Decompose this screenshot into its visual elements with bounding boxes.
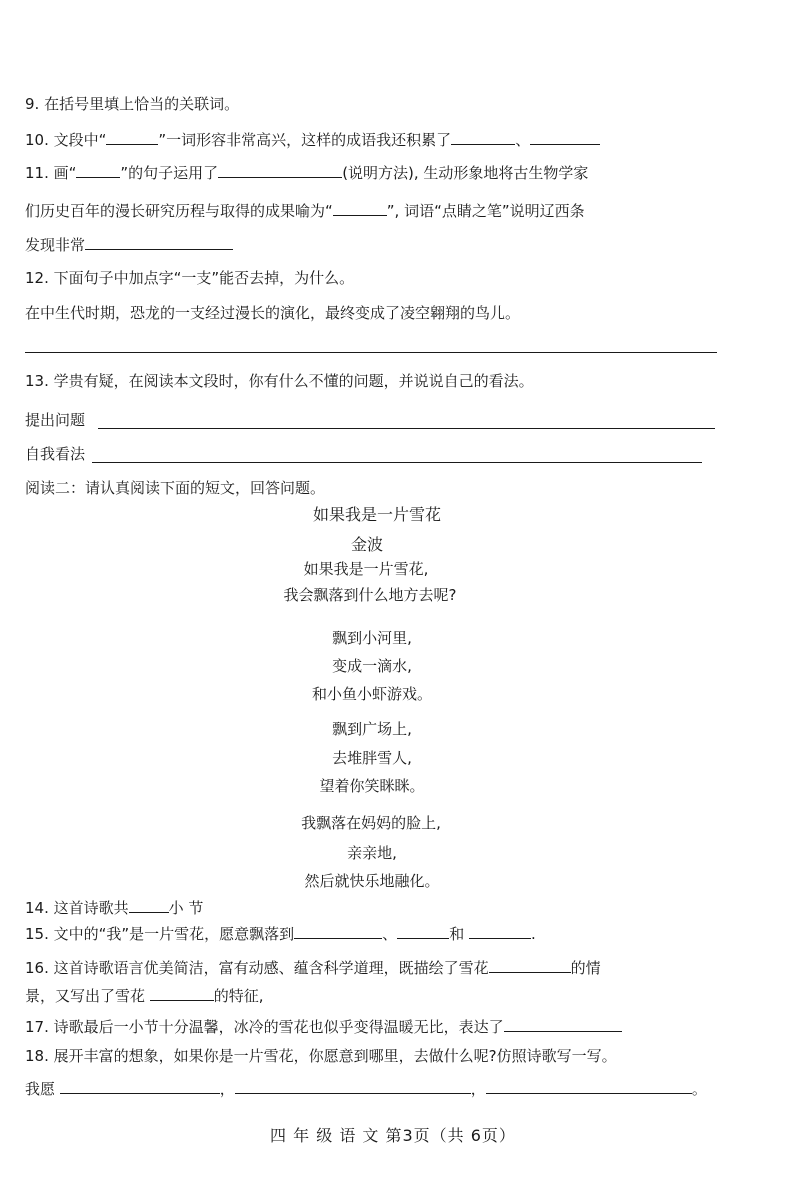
question-11-text-f: 发现非常	[25, 236, 86, 254]
question-11-text-c: (说明方法), 生动形象地将古生物学家	[342, 164, 589, 182]
answer-blank[interactable]	[469, 924, 531, 939]
question-11-line-2	[25, 201, 585, 221]
ask-question-label	[25, 410, 85, 430]
answer-blank[interactable]	[397, 924, 449, 939]
question-15-text-c: 和	[449, 925, 469, 943]
question-16-line-2	[25, 986, 264, 1006]
question-11-text-a: 11. 画“	[25, 164, 77, 182]
answer-blank[interactable]	[60, 1079, 220, 1094]
poem-line: 我飘落在妈妈的脸上,	[301, 814, 441, 832]
poem-line: 望着你笑眯眯。	[319, 777, 425, 795]
poem-line: 我会飘落到什么地方去呢?	[283, 586, 457, 604]
question-18-end: 。	[691, 1080, 707, 1098]
question-11-line-3	[25, 235, 233, 255]
question-17-text: 17. 诗歌最后一小节十分温馨，冰冷的雪花也似乎变得温暖无比，表达了	[25, 1018, 504, 1036]
poem-line: 和小鱼小虾游戏。	[311, 685, 433, 703]
question-15-text-d: .	[530, 925, 536, 943]
question-15-text-b: 、	[382, 925, 398, 943]
answer-blank[interactable]	[218, 163, 342, 178]
question-13	[25, 371, 534, 391]
poem-line: 如果我是一片雪花,	[303, 560, 429, 578]
reading-two-intro-text: 阅读二：请认真阅读下面的短文，回答问题。	[25, 479, 326, 497]
question-18-comma: ，	[219, 1080, 235, 1098]
question-14-text-a: 14. 这首诗歌共	[25, 899, 129, 917]
question-9-text: 9. 在括号里填上恰当的关联词。	[25, 95, 240, 113]
poem-title: 如果我是一片雪花	[312, 505, 442, 524]
answer-blank[interactable]	[294, 924, 382, 939]
question-11-line-1	[25, 163, 588, 183]
question-10	[25, 130, 600, 150]
question-18-start: 我愿	[25, 1080, 60, 1098]
answer-blank[interactable]	[106, 130, 158, 145]
question-18	[25, 1046, 617, 1066]
question-13-text: 13. 学贵有疑，在阅读本文段时，你有什么不懂的问题，并说说自己的看法。	[25, 372, 534, 390]
ask-question-line[interactable]	[98, 428, 715, 429]
answer-blank[interactable]	[150, 986, 214, 1001]
answer-blank[interactable]	[504, 1017, 622, 1032]
question-11-text-e: ”, 词语“点睛之笔”说明辽西条	[386, 202, 585, 220]
answer-blank[interactable]	[76, 163, 120, 178]
question-16-text-c: 景，又写出了雪花	[25, 987, 150, 1005]
poem-line: 变成一滴水,	[332, 657, 412, 675]
answer-line[interactable]	[25, 352, 717, 353]
poem-line: 去堆胖雪人,	[332, 749, 412, 767]
my-view-label-text: 自我看法	[25, 445, 86, 463]
question-16-text-d: 的特征,	[213, 987, 264, 1005]
ask-question-label-text: 提出问题	[25, 411, 86, 429]
question-16-text-a: 16. 这首诗歌语言优美简洁，富有动感、蕴含科学道理，既描绘了雪花	[25, 959, 489, 977]
answer-blank[interactable]	[486, 1079, 692, 1094]
answer-blank[interactable]	[333, 201, 387, 216]
question-12-sentence-text: 在中生代时期，恐龙的一支经过漫长的演化，最终变成了凌空翱翔的鸟儿。	[25, 304, 521, 322]
poem-line: 然后就快乐地融化。	[304, 872, 440, 890]
reading-two-intro	[25, 478, 325, 498]
question-16-line-1	[25, 958, 601, 978]
my-view-label	[25, 444, 85, 464]
poem-line: 亲亲地,	[347, 844, 397, 862]
question-10-text-a: 10. 文段中“	[25, 131, 107, 149]
question-17	[25, 1017, 622, 1037]
question-18-answer-line	[25, 1079, 707, 1099]
question-16-text-b: 的情	[570, 959, 601, 977]
question-15-text-a: 15. 文中的“我”是一片雪花，愿意飘落到	[25, 925, 295, 943]
question-15	[25, 924, 536, 944]
my-view-line[interactable]	[92, 462, 702, 463]
question-11-text-d: 们历史百年的漫长研究历程与取得的成果喻为“	[25, 202, 333, 220]
answer-blank[interactable]	[235, 1079, 471, 1094]
answer-blank[interactable]	[530, 130, 600, 145]
answer-blank[interactable]	[451, 130, 515, 145]
answer-blank[interactable]	[85, 235, 233, 250]
poem-author: 金波	[350, 535, 384, 554]
question-18-text: 18. 展开丰富的想象，如果你是一片雪花，你愿意到哪里，去做什么呢?仿照诗歌写一写。	[25, 1047, 617, 1065]
answer-blank[interactable]	[129, 898, 169, 913]
question-10-text-c: 、	[515, 131, 531, 149]
question-12-text: 12. 下面句子中加点字“一支”能否去掉，为什么。	[25, 269, 355, 287]
page-footer: 四 年 级 语 文 第3页（共 6页）	[270, 1126, 516, 1145]
question-18-comma: ，	[470, 1080, 486, 1098]
question-14	[25, 898, 203, 918]
question-11-text-b: ”的句子运用了	[120, 164, 219, 182]
answer-blank[interactable]	[489, 958, 571, 973]
question-14-text-b: 小 节	[168, 899, 204, 917]
question-12	[25, 268, 354, 288]
question-10-text-b: ”一词形容非常高兴，这样的成语我还积累了	[158, 131, 452, 149]
poem-line: 飘到广场上,	[332, 720, 412, 738]
poem-line: 飘到小河里,	[332, 629, 412, 647]
question-9	[25, 94, 239, 114]
question-12-sentence	[25, 303, 520, 323]
